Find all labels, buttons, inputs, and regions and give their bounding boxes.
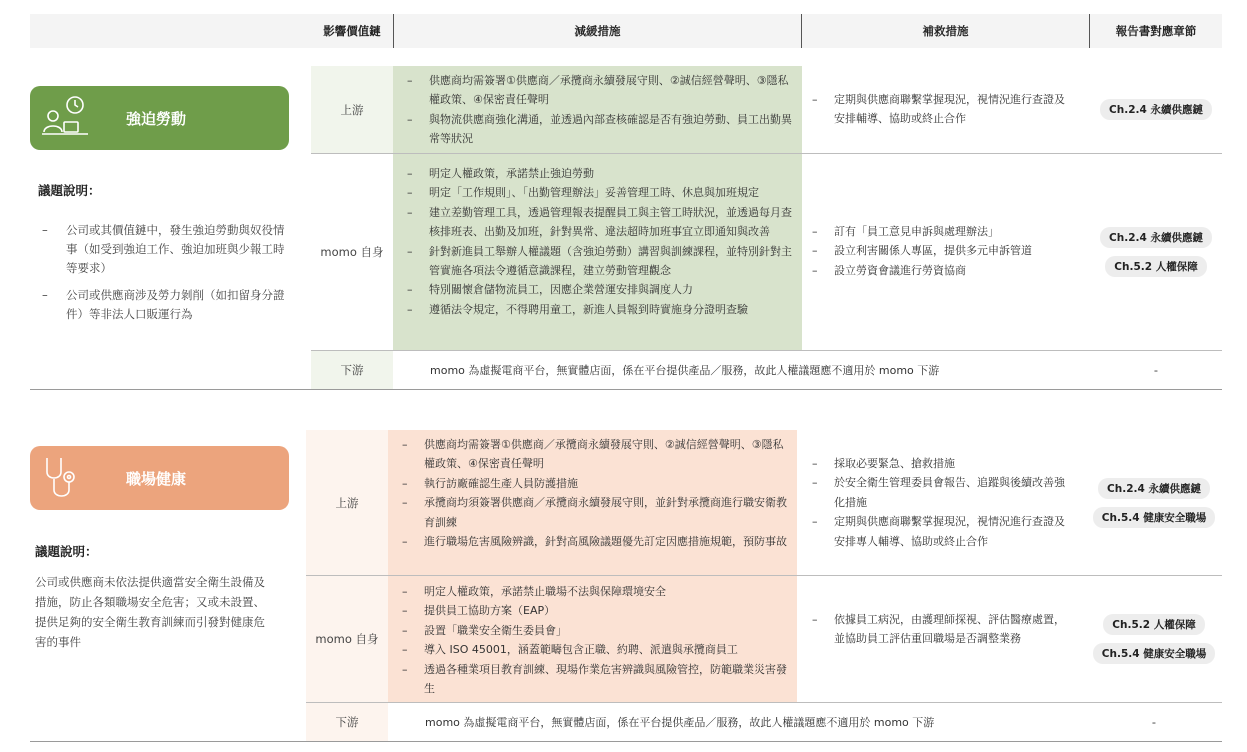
- list-item: – 進行職場危害風險辨識，針對高風險議題優先訂定因應措施規範，預防事故: [400, 532, 789, 551]
- chapter-tag: Ch.5.2 人權保障: [1103, 614, 1204, 635]
- chapter-tag: Ch.5.4 健康安全職場: [1093, 507, 1215, 528]
- list-item: – 供應商均需簽署①供應商／承攬商永續發展守則、②誠信經營聲明、③隱私權政策、④保密責任聲明: [400, 435, 789, 474]
- list-item: – 建立差勤管理工具，透過管理報表提醒員工與主管工時狀況，並透過每月查核排班表、出勤及加班，針對異常、違法超時加班事宜立即通知與改善: [405, 203, 794, 242]
- list-item: – 設立利害關係人專區，提供多元申訴管道: [810, 241, 1072, 260]
- stage-downstream: 下游: [311, 351, 393, 389]
- list-item: – 定期與供應商聯繫掌握現況，視情況進行查證及安排輔導、協助或終止合作: [810, 90, 1072, 129]
- list-item: – 設立勞資會議進行勞資協商: [810, 261, 1072, 280]
- list-item: – 採取必要緊急、搶救措施: [810, 454, 1072, 473]
- list-item: – 透過各種業項目教育訓練、現場作業危害辨識與風險管控，防範職業災害發生: [400, 660, 789, 699]
- chapter-cell: [1086, 576, 1222, 702]
- chapter-dash: -: [1151, 715, 1157, 729]
- remedy-cell: [810, 610, 1072, 649]
- remedy-cell: [810, 454, 1072, 551]
- chapter-cell: [1086, 430, 1222, 575]
- issue-title: 職場健康: [126, 469, 187, 488]
- stage-upstream: 上游: [306, 430, 388, 575]
- issue-badge-workplace-health: [30, 446, 289, 510]
- chapter-cell: [1090, 66, 1222, 153]
- mitigation-list: [400, 435, 789, 551]
- header-mitigation: 減緩措施: [394, 14, 801, 48]
- section-bottom-rule: [30, 741, 1222, 742]
- list-item: – 明定「工作規則」、「出勤管理辦法」妥善管理工時、休息與加班規定: [405, 183, 794, 202]
- chapter-tag: Ch.5.4 健康安全職場: [1093, 643, 1215, 664]
- issue-desc-title: 議題說明：: [35, 544, 98, 559]
- chapter-dash: -: [1153, 363, 1159, 377]
- stage-downstream: 下游: [306, 703, 388, 741]
- mitigation-list: [405, 71, 792, 149]
- mitigation-list: [405, 164, 794, 319]
- remedy-cell: [810, 222, 1072, 280]
- list-item: – 公司或其價值鏈中，發生強迫勞動與奴役情事（如受到強迫工作、強迫加班與少報工時等要求）: [38, 221, 288, 278]
- section-bottom-rule: [30, 389, 1222, 390]
- chapter-tag: Ch.5.2 人權保障: [1105, 256, 1206, 277]
- stage-upstream: 上游: [311, 66, 393, 153]
- list-item: – 提供員工協助方案（EAP）: [400, 601, 789, 620]
- list-item: – 特別關懷倉儲物流員工，因應企業營運安排與調度人力: [405, 280, 794, 299]
- stage-self: momo 自身: [306, 576, 388, 702]
- issue-desc-list: [38, 221, 288, 332]
- list-item: – 於安全衛生管理委員會報告、追蹤與後續改善強化措施: [810, 473, 1072, 512]
- worker-clock-icon: [30, 86, 100, 150]
- issue-badge-forced-labor: [30, 86, 289, 150]
- list-item: – 承攬商均須簽署供應商／承攬商永續發展守則，並針對承攬商進行職安衛教育訓練: [400, 493, 789, 532]
- remedy-list: [810, 222, 1072, 280]
- mitigation-list: [400, 582, 789, 698]
- header-value-chain: 影響價值鏈: [310, 14, 394, 48]
- mitigation-cell: [393, 66, 802, 153]
- mitigation-cell: [393, 154, 802, 350]
- list-item: – 設置「職業安全衛生委員會」: [400, 621, 789, 640]
- list-item: – 明定人權政策，承諾禁止職場不法與保障環境安全: [400, 582, 789, 601]
- remedy-list: [810, 454, 1072, 551]
- list-item: – 遵循法令規定，不得聘用童工，新進人員報到時實施身分證明查驗: [405, 300, 794, 319]
- chapter-cell: [1090, 154, 1222, 350]
- chapter-tag: Ch.2.4 永續供應鏈: [1100, 99, 1212, 120]
- list-item: – 依據員工病況，由護理師探視、評估醫療處置，並協助員工評估重回職場是否調整業務: [810, 610, 1072, 649]
- list-item: – 導入 ISO 45001，涵蓋範疇包含正職、約聘、派遣與承攬商員工: [400, 640, 789, 659]
- issue-desc-title: 議題說明：: [38, 183, 101, 198]
- issue-title: 強迫勞動: [126, 109, 187, 128]
- list-item: – 定期與供應商聯繫掌握現況，視情況進行查證及安排專人輔導、協助或終止合作: [810, 512, 1072, 551]
- mitigation-cell: [388, 576, 797, 702]
- issue-desc-text: 公司或供應商未依法提供適當安全衛生設備及措施，防止各類職場安全危害；又或未設置、提供足夠的安全衛生教育訓練而引發對健康危害的事件: [35, 575, 265, 649]
- remedy-cell: [810, 90, 1072, 129]
- remedy-list: [810, 90, 1072, 129]
- stage-self: momo 自身: [320, 245, 384, 259]
- chapter-tag: Ch.2.4 永續供應鏈: [1100, 227, 1212, 248]
- list-item: – 執行訪廠確認生產人員防護措施: [400, 474, 789, 493]
- list-item: – 供應商均需簽署①供應商／承攬商永續發展守則、②誠信經營聲明、③隱私權政策、④保密責任聲明: [405, 71, 792, 110]
- header-chapter: 報告書對應章節: [1090, 14, 1222, 48]
- header-remedy: 補救措施: [802, 14, 1089, 48]
- list-item: – 與物流供應商強化溝通，並透過內部查核確認是否有強迫勞動、員工出勤異常等狀況: [405, 110, 792, 149]
- list-item: – 訂有「員工意見申訴與處理辦法」: [810, 222, 1072, 241]
- stethoscope-icon: [30, 446, 100, 510]
- list-item: – 公司或供應商涉及勞力剝削（如扣留身分證件）等非法人口販運行為: [38, 286, 288, 324]
- downstream-note: momo 為虛擬電商平台，無實體店面，係在平台提供產品／服務，故此人權議題應不適用於 momo 下游: [430, 364, 940, 377]
- remedy-list: [810, 610, 1072, 649]
- downstream-note: momo 為虛擬電商平台，無實體店面，係在平台提供產品／服務，故此人權議題應不適用於 momo 下游: [425, 716, 935, 729]
- list-item: – 明定人權政策，承諾禁止強迫勞動: [405, 164, 794, 183]
- list-item: – 針對新進員工舉辦人權議題（含強迫勞動）講習與訓練課程，並特別針對主管實施各項法令遵循意識課程，建立勞動管理觀念: [405, 242, 794, 281]
- chapter-tag: Ch.2.4 永續供應鏈: [1098, 478, 1210, 499]
- mitigation-cell: [388, 430, 797, 575]
